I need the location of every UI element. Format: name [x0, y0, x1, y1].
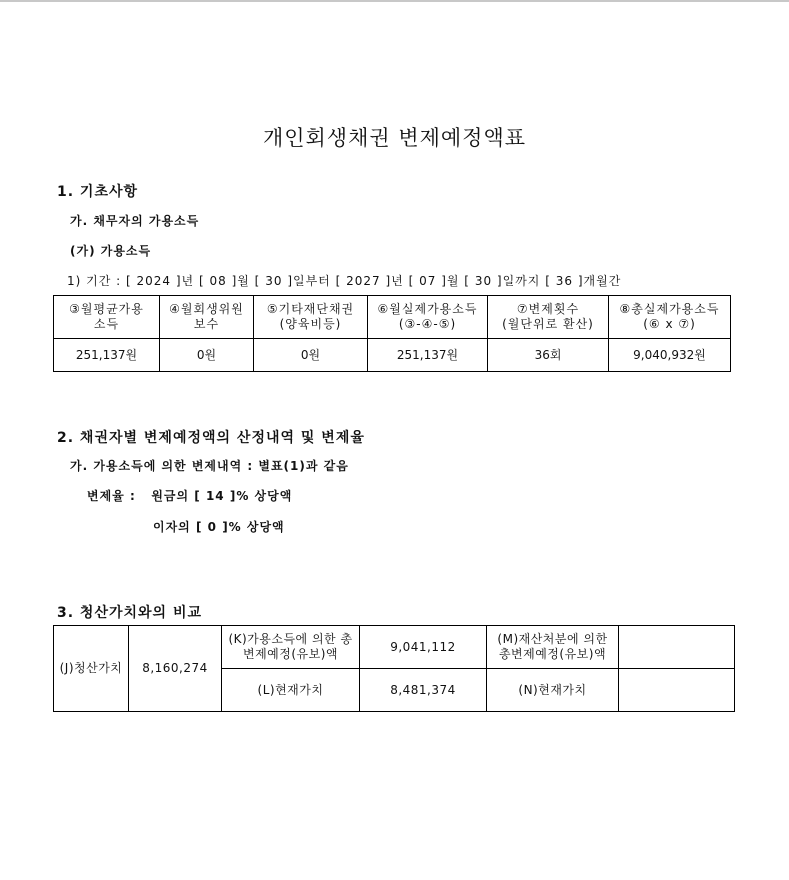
- section1-sub-a: 가. 채무자의 가용소득: [70, 214, 200, 228]
- period-sep: ]월 [: [231, 274, 261, 288]
- interest-prefix: 이자의 [: [153, 520, 203, 534]
- income-table: [53, 295, 731, 372]
- value-total-income: 9,040,932원: [609, 339, 731, 372]
- section2-sub-a: 가. 가용소득에 의한 변제내역 : 별표(1)과 같음: [70, 459, 349, 473]
- period-line: [67, 272, 621, 289]
- header-line: ⑦변제횟수: [516, 302, 580, 316]
- principal-rate-value: 14: [205, 489, 225, 503]
- header-cell-actual-income: [368, 296, 488, 339]
- period-sep: ]년 [: [175, 274, 205, 288]
- principal-suffix: ]% 상당액: [229, 489, 293, 503]
- section2-heading: 2. 채권자별 변제예정액의 산정내역 및 변제율: [57, 430, 365, 446]
- value-commissioner-fee: 0원: [160, 339, 254, 372]
- income-table-header-row: [54, 296, 731, 339]
- header-line: (⑥ x ⑦): [643, 317, 696, 331]
- period-end-month: 07: [419, 274, 437, 288]
- k-value: 9,041,112: [360, 626, 487, 669]
- header-line: (③-④-⑤): [398, 317, 457, 331]
- period-end-year: 2027: [346, 274, 381, 288]
- principal-rate-line: [87, 487, 292, 504]
- document-title: 개인회생채권 변제예정액표: [262, 126, 527, 150]
- value-payment-count: 36회: [488, 339, 609, 372]
- period-start-year: 2024: [136, 274, 172, 288]
- top-border: [0, 0, 789, 2]
- l-label: (L)현재가치: [222, 669, 360, 712]
- header-line: (양육비등): [279, 317, 342, 331]
- period-sep: ]월 [: [441, 274, 470, 288]
- m-label-cell: [487, 626, 619, 669]
- header-cell-monthly-income: [54, 296, 160, 339]
- period-label: 1) 기간 : [: [67, 274, 132, 288]
- liquidation-row-1: [54, 626, 735, 669]
- value-monthly-income: 251,137원: [54, 339, 160, 372]
- l-value: 8,481,374: [360, 669, 487, 712]
- section3-heading: 3. 청산가치와의 비교: [57, 605, 202, 621]
- header-line: ⑧총실제가용소득: [619, 302, 720, 316]
- k-label-line: 변제예정(유보)액: [242, 647, 338, 661]
- k-label-line: (K)가용소득에 의한 총: [228, 632, 353, 646]
- header-cell-total-income: [609, 296, 731, 339]
- principal-prefix: 원금의 [: [151, 489, 201, 503]
- section1-sub-b: (가) 가용소득: [70, 244, 152, 258]
- period-end-day: 30: [474, 274, 493, 288]
- header-line: ④월회생위원: [169, 302, 244, 316]
- m-label-line: 총변제예정(유보)액: [498, 647, 607, 661]
- period-start-day: 30: [265, 274, 283, 288]
- liquidation-value: 8,160,274: [129, 626, 222, 712]
- header-cell-payment-count: [488, 296, 609, 339]
- header-line: ⑥월실제가용소득: [377, 302, 478, 316]
- n-value: [619, 669, 735, 712]
- header-cell-other-claims: [254, 296, 368, 339]
- m-value: [619, 626, 735, 669]
- period-sep: ]일부터 [: [287, 274, 342, 288]
- header-line: ③월평균가용: [69, 302, 144, 316]
- period-sep: ]년 [: [385, 274, 415, 288]
- period-months: 36: [555, 274, 573, 288]
- section1-heading: 1. 기초사항: [57, 184, 139, 200]
- header-cell-commissioner-fee: [160, 296, 254, 339]
- period-suffix: ]개월간: [577, 274, 622, 288]
- header-line: 소득: [93, 317, 120, 331]
- period-start-month: 08: [209, 274, 227, 288]
- header-line: (월단위로 환산): [502, 317, 594, 331]
- header-line: ⑤기타재단채권: [266, 302, 355, 316]
- n-label: (N)현재가치: [487, 669, 619, 712]
- k-label-cell: [222, 626, 360, 669]
- value-actual-income: 251,137원: [368, 339, 488, 372]
- liquidation-value-label: (J)청산가치: [54, 626, 129, 712]
- liquidation-table: [53, 625, 735, 712]
- value-other-claims: 0원: [254, 339, 368, 372]
- rate-label: 변제율 :: [87, 489, 136, 503]
- income-table-value-row: [54, 339, 731, 372]
- header-line: 보수: [193, 317, 220, 331]
- m-label-line: (M)재산처분에 의한: [497, 632, 608, 646]
- interest-rate-line: [153, 518, 285, 535]
- interest-rate-value: 0: [207, 520, 217, 534]
- interest-suffix: ]% 상당액: [222, 520, 285, 534]
- period-sep: ]일까지 [: [496, 274, 551, 288]
